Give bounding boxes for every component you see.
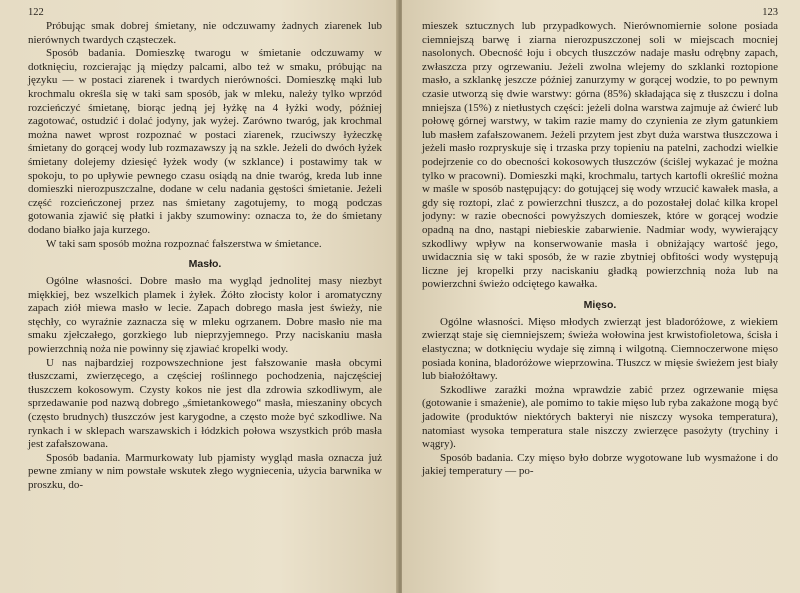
paragraph: W taki sam sposób można rozpoznać fałszerstwa w śmietance.	[46, 237, 322, 250]
section-heading-mieso: Mięso.	[583, 298, 617, 311]
left-page	[0, 0, 398, 593]
paragraph: Sposób badania. Czy mięso było dobrze wygotowane lub wysmażone i do jakiej temperatury — po-	[422, 451, 778, 478]
paragraph: Sposób badania. Marmurkowaty lub pjamisty wygląd masła oznacza już pewne zmiany w nim powstałe wskutek złego wygniecenia, użycia barwnika w proszku, do-	[28, 451, 382, 491]
paragraph: mieszek sztucznych lub przypadkowych. Nierównomiernie solone posiada ciemniejszą barwę i ziarna nierozpuszczonej soli w miejscach mocniej nasolonych. Obecność łoju i obcych tłuszczów nadaje masłu odrębny zapach, zwłaszcza przy ogrzewaniu. Jeżeli zwolna wlejemy do szklanki roztopione masło, a szklankę jeszcze później zanurzymy w gorącej wodzie, to po pewnym czasie utworzą się dwie warstwy: górna (85%) składająca się z tłuszczu i dolna mniejsza (15%) z nietłustych części: jeżeli dolna warstwa zajmuje aż ćwierć lub połowę górnej warstwy, w takim razie mamy do czynienia ze złym gatunkiem lub masłem zafałszowanem. Jeżeli przytem jest zbyt duża warstwa tłuszczowa i jeżeli masło rozpryskuje się i trzaska przy topieniu na patelni, zachodzi wielkie podejrzenie co do obecności kokosowych tłuszczów (ściślej wykazać je można tylko w pracowni). Domieszki mąki, krochmalu, tartych kartofli określić można w maśle w sposób następujący: do gotującej się wody wrzucić kawałek masła, a gdy się roztopi, zlać z powierzchni tłuszcz, a do pozostałej dolać kilka kropel jodyny: w razie obecności powyższych domieszek, które w gorącej wodzie opadną na dno, nastąpi niebieskie zabarwienie. Nadmiar wody, wywierający szkodliwy wpływ na konserwowanie masła i obniżający wartość jego, uwidacznia się w taki sposób, że w razie zbytniej obfitości wody występują liczne jej kropelki przy naciskaniu gładką powierzchnią noża lub na powierzchni świeżo odciętego kawałka.	[422, 20, 778, 291]
right-page	[402, 0, 800, 593]
paragraph: Próbując smak dobrej śmietany, nie odczuwamy żadnych ziarenek lub nierównych twardych cząsteczek.	[28, 20, 382, 46]
paragraph: Ogólne własności. Mięso młodych zwierząt jest bladoróżowe, z wiekiem zwierząt staje się ciemniejszem; świeża wołowina jest krwistofioletowa, ścisła i elastyczna; w dotknięciu wydaje się zimną i wilgotną. Ciemnoczerwone mięso posiada konina, bladoróżowe wieprzowina. Tłuszcz w mięsie świeżem jest biały lub białożółtawy.	[422, 315, 778, 383]
page-number-right: 123	[762, 7, 778, 18]
paragraph: Szkodliwe zaraźki można wprawdzie zabić przez ogrzewanie mięsa (gotowanie i smażenie), ale pomimo to takie mięso lub ryba zakażone mogą być jadowite (produktów niektórych bakteryi nie niszczy wysoka temperatura), natomiast wysoka temperatura stale niszczy zwierzęce pasożyty (trychiny i wągry).	[422, 383, 778, 451]
paragraph: Ogólne własności. Dobre masło ma wygląd jednolitej masy niezbyt miękkiej, bez wszelkich plamek i żyłek. Żółto złocisty kolor i aromatyczny zapach ziół miewa masło w lecie. Zapach dobrego masła jest świeży, nie stęchły, co wyraźnie zaznacza się w mleku ogrzanem. Dobre masło nie ma smaku zjełczałego, gorzkiego lub nieprzyjemnego. Przy naciskaniu masła powierzchnią noża nie powinny się zjawiać kropelki wody.	[28, 275, 382, 356]
section-heading-maslo: Masło.	[188, 258, 222, 271]
page-number-left: 122	[28, 7, 44, 18]
paragraph: U nas najbardziej rozpowszechnione jest fałszowanie masła obcymi tłuszczami, zwierzęcego, a częściej roślinnego pochodzenia, najczęściej tłuszczem kokosowym. Czysty kokos nie jest dla zdrowia szkodliwym, ale sprzedawanie pod nazwą dobrego „śmietankowego“ masła, mieszaniny obcych (często brudnych) tłuszczów jest karygodne, a często może być szkodliwe. Na rynkach i w sklepach warszawskich i łódzkich połowa wszystkich prób masła jest zafałszowana.	[28, 356, 382, 451]
paragraph: Sposób badania. Domieszkę twarogu w śmietanie odczuwamy w dotknięciu, rozcierając ją między palcami, albo też w smaku, próbując na języku — w postaci ziarenek i twardych nierówności. Domieszkę mąki lub krochmalu określa się w taki sam sposób, jak w mleku, należy tylko wprzód rozcieńczyć śmietanę, biorąc jedną jej łyżkę na 4 łyżki wody, później zagotować, ostudzić i dolać jodyny, jak wyżej. Zarówno twaróg, jak krochmal można nawet wprost rozpoznać w postaci ziarenek, rzuciwszy łyżeczkę śmietany do gorącej wody lub rozmazawszy ją na szkle. Jeżeli do dwóch łyżek śmietany dolejemy dziesięć łyżek wody (w szklance) i postawimy tak w spokoju, to po upływie pewnego czasu osiądą na dnie twaróg, kreda lub inne domieszki nierozpuszczalne, dodane w celu nadania gęstości śmietanie. Jeżeli część rozcieńczonej przez nas śmietany zagotujemy, to mogą podczas gotowania zjawić się płatki i jakby szumowiny: oznacza to, że do śmietany dodano białko jaja kurzego.	[28, 47, 382, 236]
